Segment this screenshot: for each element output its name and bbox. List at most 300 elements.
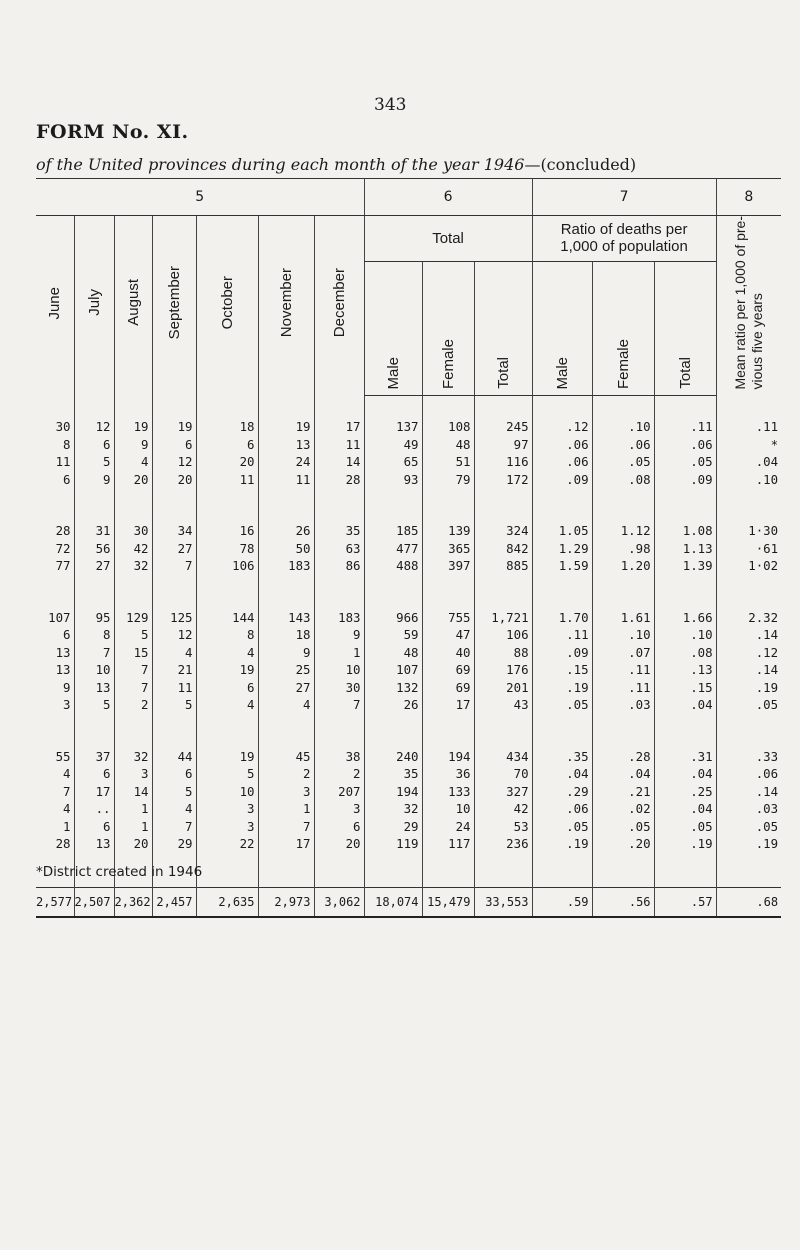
table-cell: 129 [114, 609, 152, 627]
table-cell: 755 [422, 609, 474, 627]
table-cell: .29 [532, 783, 592, 801]
table-cell [258, 396, 314, 419]
header-december-label: December [330, 268, 348, 338]
table-cell: .21 [592, 783, 654, 801]
table-cell: .11 [716, 418, 781, 436]
table-cell [422, 853, 474, 888]
table-cell: 49 [364, 436, 422, 454]
table-cell [716, 396, 781, 419]
header-september-label: September [165, 266, 183, 340]
table-cell [532, 488, 592, 522]
table-cell: .08 [654, 644, 716, 662]
table-cell [364, 575, 422, 609]
header-july-label: July [85, 289, 103, 317]
spacer-row [36, 488, 781, 522]
table-cell [36, 575, 74, 609]
table-cell: 31 [74, 522, 114, 540]
table-cell [592, 853, 654, 888]
table-cell [474, 714, 532, 748]
table-cell: 3,062 [314, 887, 364, 917]
table-cell: 1 [258, 800, 314, 818]
table-cell [474, 396, 532, 419]
table-cell: .04 [654, 765, 716, 783]
table-cell: 13 [74, 679, 114, 697]
subtitle [36, 155, 636, 174]
table-cell: 24 [422, 818, 474, 836]
header-ratio-line2: 1,000 of population [560, 238, 688, 256]
table-cell [314, 396, 364, 419]
table-cell [716, 853, 781, 888]
header-december [314, 216, 364, 396]
table-cell: 7 [63, 783, 71, 799]
table-cell: 19 [258, 418, 314, 436]
table-cell: 397 [422, 557, 474, 575]
table-cell [74, 396, 114, 419]
table-cell: 1·02 [716, 557, 781, 575]
table-cell: 434 [474, 748, 532, 766]
table-cell: 32 [364, 800, 422, 818]
table-cell: 4 [114, 453, 152, 471]
table-cell: .10 [592, 418, 654, 436]
table-cell: 37 [74, 748, 114, 766]
table-cell: 8 [196, 626, 258, 644]
table-cell: 133 [422, 783, 474, 801]
group-header-row [36, 216, 781, 262]
table-cell: .12 [716, 644, 781, 662]
table-cell: 48 [422, 436, 474, 454]
table-cell [74, 575, 114, 609]
table-cell: .31 [654, 748, 716, 766]
table-cell: 3 [258, 783, 314, 801]
table-cell: .19 [532, 835, 592, 853]
table-cell: 88 [474, 644, 532, 662]
table-cell: 12 [74, 418, 114, 436]
table-cell [114, 714, 152, 748]
table-cell: 24 [258, 453, 314, 471]
table-row [36, 696, 781, 714]
table-cell: 132 [364, 679, 422, 697]
total-row [36, 887, 781, 917]
table-cell: 12 [152, 626, 196, 644]
table-cell: .20 [592, 835, 654, 853]
table-cell: 10 [196, 783, 258, 801]
table-cell: .05 [654, 818, 716, 836]
table-cell [474, 853, 532, 888]
table-cell [532, 714, 592, 748]
table-cell [314, 488, 364, 522]
mortality-table-wrap [36, 178, 781, 918]
table-cell: .98 [592, 540, 654, 558]
table-cell: 185 [364, 522, 422, 540]
header-total-male-label: Male [384, 356, 402, 390]
table-cell: .06 [592, 436, 654, 454]
table-cell [364, 396, 422, 419]
table-cell: 45 [258, 748, 314, 766]
table-cell: .10 [592, 626, 654, 644]
table-cell: 8 [74, 626, 114, 644]
table-cell: .05 [716, 696, 781, 714]
table-cell: 966 [364, 609, 422, 627]
table-cell: 27 [258, 679, 314, 697]
table-cell: 1.12 [592, 522, 654, 540]
table-cell: 15,479 [422, 887, 474, 917]
table-cell: 117 [422, 835, 474, 853]
table-cell [152, 714, 196, 748]
table-cell: 1 [314, 644, 364, 662]
table-cell: .04 [532, 765, 592, 783]
table-cell [152, 396, 196, 419]
table-cell [74, 714, 114, 748]
table-cell: 51 [422, 453, 474, 471]
table-cell: 43 [474, 696, 532, 714]
table-cell: 4 [152, 800, 196, 818]
table-cell [74, 488, 114, 522]
table-row [36, 471, 781, 489]
header-mean-line2: vious five years [748, 293, 765, 390]
table-cell: 10 [74, 661, 114, 679]
table-cell: 365 [422, 540, 474, 558]
table-cell [654, 853, 716, 888]
table-cell [654, 488, 716, 522]
table-cell: .35 [532, 748, 592, 766]
header-ratio-female [592, 261, 654, 395]
table-cell: 107 [364, 661, 422, 679]
header-october-label: October [218, 276, 236, 330]
table-row [36, 800, 781, 818]
table-cell: .. [74, 800, 114, 818]
table-cell: 2.32 [716, 609, 781, 627]
table-cell: 79 [422, 471, 474, 489]
table-cell: 6 [74, 436, 114, 454]
table-cell: 28 [314, 471, 364, 489]
form-title: FORM No. XI. [36, 121, 189, 143]
table-cell [196, 396, 258, 419]
table-cell: .11 [592, 679, 654, 697]
table-cell: 107 [48, 609, 71, 625]
table-cell: 1.13 [654, 540, 716, 558]
table-cell: 477 [364, 540, 422, 558]
footnote: *District created in 1946 [36, 864, 203, 880]
table-row [36, 783, 781, 801]
header-total-group: Total [364, 216, 532, 262]
table-cell [314, 714, 364, 748]
table-cell: 9 [74, 471, 114, 489]
table-cell [114, 396, 152, 419]
table-cell: .10 [716, 471, 781, 489]
table-cell: 35 [314, 522, 364, 540]
table-cell: 14 [114, 783, 152, 801]
table-cell: 488 [364, 557, 422, 575]
table-cell: 44 [152, 748, 196, 766]
table-cell: 1 [63, 818, 71, 834]
table-cell: .19 [532, 679, 592, 697]
table-row [36, 765, 781, 783]
table-cell: 1·30 [716, 522, 781, 540]
table-cell: 6 [63, 627, 71, 643]
table-cell: 18 [196, 418, 258, 436]
header-august [114, 216, 152, 396]
table-cell: 32 [114, 748, 152, 766]
table-cell: 13 [74, 835, 114, 853]
table-cell [532, 575, 592, 609]
table-cell: 30 [55, 419, 71, 435]
table-cell: 2,973 [258, 887, 314, 917]
table-cell: 30 [314, 679, 364, 697]
table-cell: .15 [654, 679, 716, 697]
table-cell: 7 [74, 644, 114, 662]
table-row [36, 540, 781, 558]
table-cell: .28 [592, 748, 654, 766]
table-cell: 56 [74, 540, 114, 558]
table-cell: 6 [74, 765, 114, 783]
table-cell: 5 [74, 696, 114, 714]
table-cell: .57 [654, 887, 716, 917]
table-cell: .59 [532, 887, 592, 917]
table-cell: 106 [474, 626, 532, 644]
table-cell: 6 [152, 436, 196, 454]
table-cell: 1.08 [654, 522, 716, 540]
table-cell: 65 [364, 453, 422, 471]
table-cell: 6 [152, 765, 196, 783]
table-cell: 144 [196, 609, 258, 627]
table-cell: .12 [532, 418, 592, 436]
table-cell: 19 [152, 418, 196, 436]
table-cell: 2,457 [152, 887, 196, 917]
table-cell [654, 396, 716, 419]
table-cell: 28 [55, 523, 71, 539]
table-cell: 172 [474, 471, 532, 489]
table-cell: 15 [114, 644, 152, 662]
table-cell: 327 [474, 783, 532, 801]
table-cell: 19 [196, 661, 258, 679]
table-row [36, 522, 781, 540]
header-total-total [474, 261, 532, 395]
table-cell: 885 [474, 557, 532, 575]
table-cell [422, 714, 474, 748]
header-ratio-male [532, 261, 592, 395]
header-ratio-total [654, 261, 716, 395]
table-cell: 183 [314, 609, 364, 627]
table-cell: 28 [55, 836, 71, 852]
table-cell: 1.66 [654, 609, 716, 627]
header-mean-ratio [716, 216, 781, 396]
table-cell: 48 [364, 644, 422, 662]
table-cell: 9 [314, 626, 364, 644]
table-cell: 6 [63, 471, 71, 487]
table-cell: 17 [74, 783, 114, 801]
column-number-row [36, 179, 781, 216]
table-cell: 11 [314, 436, 364, 454]
table-cell [532, 853, 592, 888]
table-cell: 9 [258, 644, 314, 662]
table-cell: 11 [152, 679, 196, 697]
header-mean-ratio-label [732, 216, 766, 390]
table-cell: 143 [258, 609, 314, 627]
table-cell: 5 [74, 453, 114, 471]
table-cell: 3 [196, 800, 258, 818]
table-cell: .19 [654, 835, 716, 853]
header-june-label: June [46, 286, 64, 320]
table-cell: .15 [532, 661, 592, 679]
table-cell: .06 [532, 453, 592, 471]
header-total-female [422, 261, 474, 395]
table-cell: .03 [592, 696, 654, 714]
header-august-label: August [124, 279, 142, 327]
table-cell: 6 [196, 679, 258, 697]
table-cell: 137 [364, 418, 422, 436]
subtitle-suffix: —(concluded) [524, 155, 637, 174]
table-cell: 7 [114, 679, 152, 697]
table-cell [196, 575, 258, 609]
table-cell [258, 488, 314, 522]
table-cell: 4 [196, 644, 258, 662]
header-september [152, 216, 196, 396]
col-number-8: 8 [716, 179, 781, 216]
table-cell: 7 [114, 661, 152, 679]
table-cell: 47 [422, 626, 474, 644]
table-cell: .09 [532, 471, 592, 489]
header-total-male [364, 261, 422, 395]
table-cell [196, 488, 258, 522]
table-cell: .19 [716, 679, 781, 697]
table-cell: 6 [196, 436, 258, 454]
table-cell: 17 [314, 418, 364, 436]
table-cell [196, 853, 258, 888]
table-cell [592, 488, 654, 522]
table-cell: 3 [63, 697, 71, 713]
header-ratio-total-label: Total [676, 357, 694, 390]
table-cell [364, 853, 422, 888]
table-cell: 139 [422, 522, 474, 540]
table-cell: 207 [314, 783, 364, 801]
table-cell [716, 575, 781, 609]
table-cell: .10 [654, 626, 716, 644]
table-cell: 1.29 [532, 540, 592, 558]
page-number: 343 [374, 95, 407, 115]
table-row [36, 626, 781, 644]
table-cell: 77 [55, 558, 71, 574]
table-cell: 17 [422, 696, 474, 714]
table-cell: 3 [314, 800, 364, 818]
table-cell: 2,507 [74, 887, 114, 917]
table-row [36, 436, 781, 454]
table-cell: 1.59 [532, 557, 592, 575]
table-cell: 17 [258, 835, 314, 853]
table-cell: 6 [74, 818, 114, 836]
table-cell: .14 [716, 783, 781, 801]
table-cell: 1.39 [654, 557, 716, 575]
table-cell: .06 [716, 765, 781, 783]
table-body [36, 396, 781, 917]
table-cell: .02 [592, 800, 654, 818]
table-cell: 20 [314, 835, 364, 853]
table-cell: .04 [654, 800, 716, 818]
table-row [36, 644, 781, 662]
table-cell [592, 396, 654, 419]
table-cell [364, 714, 422, 748]
table-cell: 18,074 [364, 887, 422, 917]
table-cell: 176 [474, 661, 532, 679]
table-cell: .07 [592, 644, 654, 662]
table-row [36, 453, 781, 471]
table-cell: 10 [314, 661, 364, 679]
table-cell: 13 [55, 662, 71, 678]
table-cell [36, 396, 74, 419]
table-cell: 10 [422, 800, 474, 818]
table-cell: .56 [592, 887, 654, 917]
table-cell: 63 [314, 540, 364, 558]
table-cell [114, 575, 152, 609]
table-cell: 11 [258, 471, 314, 489]
header-ratio-male-label: Male [553, 356, 571, 390]
table-cell: 20 [114, 835, 152, 853]
table-cell: 22 [196, 835, 258, 853]
header-ratio-group [532, 216, 716, 262]
spacer-row [36, 575, 781, 609]
table-cell: 108 [422, 418, 474, 436]
table-cell: .14 [716, 661, 781, 679]
table-cell: 35 [364, 765, 422, 783]
table-cell: 5 [196, 765, 258, 783]
table-cell: 6 [314, 818, 364, 836]
table-cell [114, 488, 152, 522]
table-cell: 324 [474, 522, 532, 540]
table-cell: 4 [258, 696, 314, 714]
table-cell [716, 488, 781, 522]
table-cell: 9 [114, 436, 152, 454]
table-cell: 18 [258, 626, 314, 644]
table-cell: 201 [474, 679, 532, 697]
table-cell [474, 488, 532, 522]
header-october [196, 216, 258, 396]
table-row [36, 418, 781, 436]
spacer-row [36, 396, 781, 419]
table-cell: 11 [196, 471, 258, 489]
table-cell: .09 [654, 471, 716, 489]
table-cell: 8 [63, 436, 71, 452]
table-cell: 13 [55, 644, 71, 660]
table-cell: .19 [716, 835, 781, 853]
table-cell: * [716, 436, 781, 454]
table-row [36, 557, 781, 575]
table-cell: 7 [152, 557, 196, 575]
table-cell: .06 [532, 800, 592, 818]
table-cell: 13 [258, 436, 314, 454]
table-cell: 42 [474, 800, 532, 818]
table-cell: 25 [258, 661, 314, 679]
table-cell: 2,577 [36, 887, 74, 917]
table-cell: 1.20 [592, 557, 654, 575]
table-cell: .05 [532, 818, 592, 836]
header-total-total-label: Total [494, 357, 512, 390]
table-cell [314, 853, 364, 888]
table-cell: .04 [716, 453, 781, 471]
table-cell: 34 [152, 522, 196, 540]
table-cell [422, 488, 474, 522]
table-cell: 29 [152, 835, 196, 853]
table-cell: 842 [474, 540, 532, 558]
table-cell: 4 [196, 696, 258, 714]
table-cell: .05 [716, 818, 781, 836]
table-cell: 21 [152, 661, 196, 679]
table-cell: .06 [654, 436, 716, 454]
table-cell [654, 575, 716, 609]
table-cell: 1.70 [532, 609, 592, 627]
table-cell: .11 [654, 418, 716, 436]
table-cell: 183 [258, 557, 314, 575]
table-cell: 16 [196, 522, 258, 540]
table-cell: .11 [592, 661, 654, 679]
